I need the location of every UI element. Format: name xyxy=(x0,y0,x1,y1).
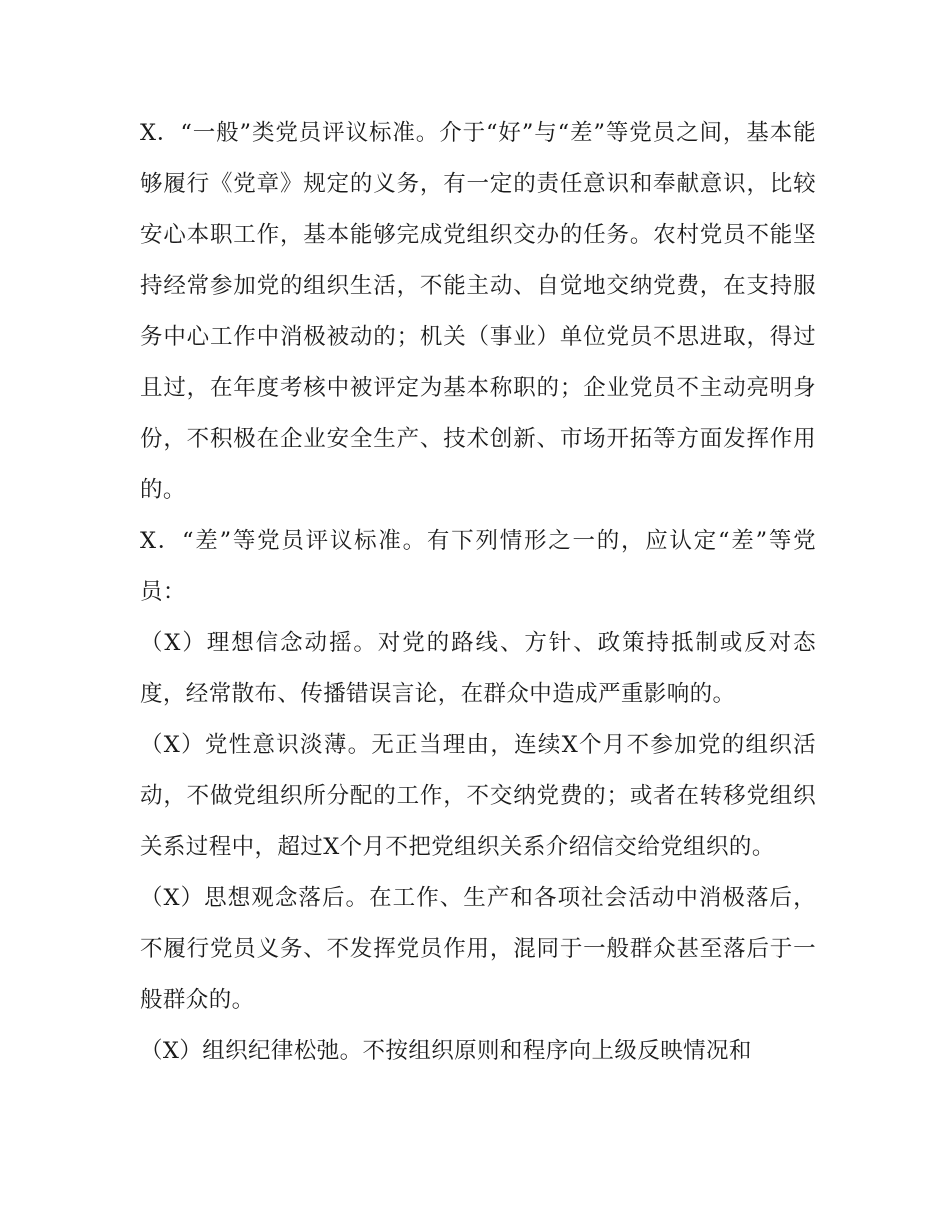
paragraph-item-ideals: （X）理想信念动摇。对党的路线、方针、政策持抵制或反对态度，经常散布、传播错误言论，在群众中造成严重影响的。 xyxy=(140,630,816,707)
paragraph-item-party-spirit: （X）党性意识淡薄。无正当理由，连续X个月不参加党的组织活动，不做党组织所分配的工作，不交纳党费的；或者在转移党组织关系过程中，超过X个月不把党组织关系介绍信交给党组织的。 xyxy=(140,732,816,860)
paragraph-poor-standard: X．“差”等党员评议标准。有下列情形之一的，应认定“差”等党员： xyxy=(140,528,816,605)
paragraph-item-thinking: （X）思想观念落后。在工作、生产和各项社会活动中消极落后，不履行党员义务、不发挥党员作用，混同于一般群众甚至落后于一般群众的。 xyxy=(140,885,816,1013)
document-body xyxy=(140,108,816,1077)
paragraph-general-standard: X．“一般”类党员评议标准。介于“好”与“差”等党员之间，基本能够履行《党章》规定的义务，有一定的责任意识和奉献意识，比较安心本职工作，基本能够完成党组织交办的任务。农村党员不能坚持经常参加党的组织生活，不能主动、自觉地交纳党费，在支持服务中心工作中消极被动的；机关（事业）单位党员不思进取，得过且过，在年度考核中被评定为基本称职的；企业党员不主动亮明身份，不积极在企业安全生产、技术创新、市场开拓等方面发挥作用的。 xyxy=(140,120,816,503)
paragraph-item-discipline: （X）组织纪律松弛。不按组织原则和程序向上级反映情况和 xyxy=(140,1038,752,1064)
